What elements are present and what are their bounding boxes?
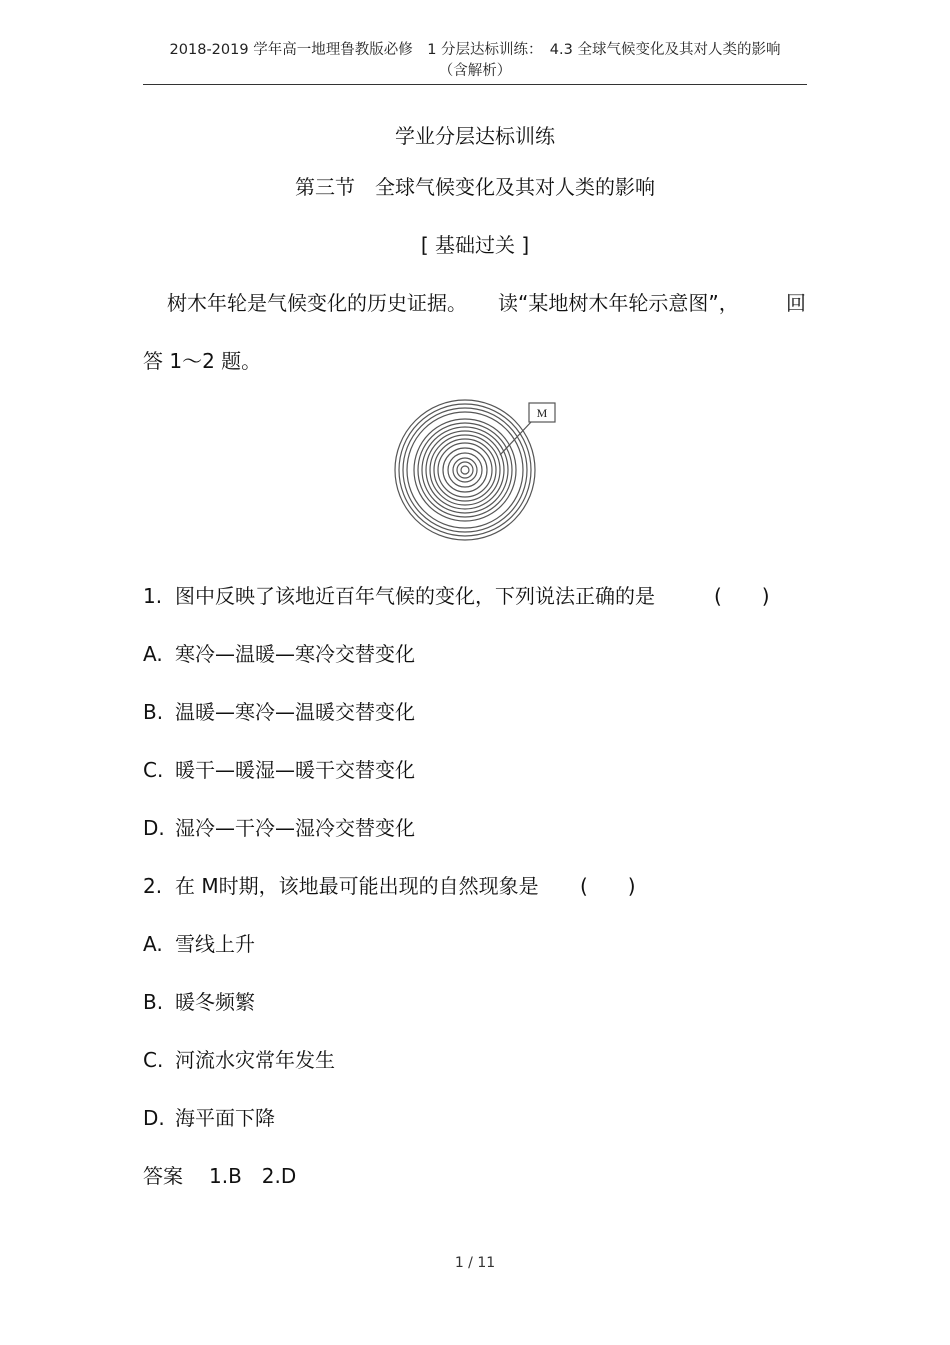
- ring: [443, 448, 487, 492]
- answer-label: 答案: [143, 1164, 183, 1188]
- header-line-1: 2018-2019 学年高一地理鲁教版必修 1 分层达标训练： 4.3 全球气候变化及其对人类的影响: [169, 42, 781, 58]
- option-1c: [143, 754, 415, 783]
- header-line-2: （含解析）: [438, 63, 512, 79]
- intro-text-4: 答 1～2 题。: [143, 349, 262, 373]
- option-text: 温暖—寒冷—温暖交替变化: [175, 700, 415, 724]
- option-1a: [143, 638, 415, 667]
- running-header: [143, 40, 807, 82]
- page-number: 1 / 11: [454, 1255, 496, 1271]
- marker-label: M: [536, 406, 548, 420]
- ring: [418, 423, 512, 517]
- option-text: 海平面下降: [175, 1106, 275, 1130]
- question-1: [143, 580, 655, 609]
- ring: [461, 466, 469, 474]
- answer-blank: ( ): [580, 874, 636, 898]
- option-2c: [143, 1044, 335, 1073]
- option-2b: [143, 986, 255, 1015]
- ring: [438, 443, 492, 497]
- option-text: 雪线上升: [175, 932, 255, 956]
- question-number: 2.: [143, 874, 163, 898]
- ring: [407, 412, 523, 528]
- ring: [430, 435, 500, 505]
- option-label: D.: [143, 1106, 165, 1130]
- question-2: [143, 870, 539, 899]
- subsection-heading: [ 基础过关 ]: [420, 233, 530, 257]
- intro-text-3: 回: [786, 291, 806, 315]
- option-label: D.: [143, 816, 165, 840]
- ring: [414, 419, 516, 521]
- option-1b: [143, 696, 415, 725]
- option-label: B.: [143, 990, 164, 1014]
- option-2a: [143, 928, 255, 957]
- option-label: C.: [143, 758, 164, 782]
- option-label: A.: [143, 932, 163, 956]
- document-title: 学业分层达标训练: [395, 124, 555, 148]
- ring: [399, 404, 531, 536]
- option-text: 寒冷—温暖—寒冷交替变化: [175, 642, 415, 666]
- option-label: B.: [143, 700, 164, 724]
- question-stem: 图中反映了该地近百年气候的变化，下列说法正确的是: [175, 584, 655, 608]
- option-2d: [143, 1102, 275, 1131]
- option-1d: [143, 812, 415, 841]
- intro-text-1: 树木年轮是气候变化的历史证据。: [167, 291, 467, 315]
- ring: [395, 400, 535, 540]
- answer-blank: ( ): [714, 584, 770, 608]
- answer-text: 1.B 2.D: [209, 1164, 297, 1188]
- header-divider: [143, 84, 807, 85]
- option-text: 河流水灾常年发生: [175, 1048, 335, 1072]
- option-text: 暖冬频繁: [175, 990, 255, 1014]
- question-number: 1.: [143, 584, 163, 608]
- intro-text-2: 读“某地树木年轮示意图”，: [498, 291, 739, 315]
- answer-key: [143, 1160, 296, 1189]
- question-stem: 在 M时期，该地最可能出现的自然现象是: [175, 874, 539, 898]
- section-title: 第三节 全球气候变化及其对人类的影响: [295, 175, 655, 199]
- option-text: 湿冷—干冷—湿冷交替变化: [175, 816, 415, 840]
- ring: [422, 427, 508, 513]
- option-label: A.: [143, 642, 163, 666]
- tree-ring-diagram: [390, 395, 565, 550]
- ring: [457, 462, 473, 478]
- option-label: C.: [143, 1048, 164, 1072]
- option-text: 暖干—暖湿—暖干交替变化: [175, 758, 415, 782]
